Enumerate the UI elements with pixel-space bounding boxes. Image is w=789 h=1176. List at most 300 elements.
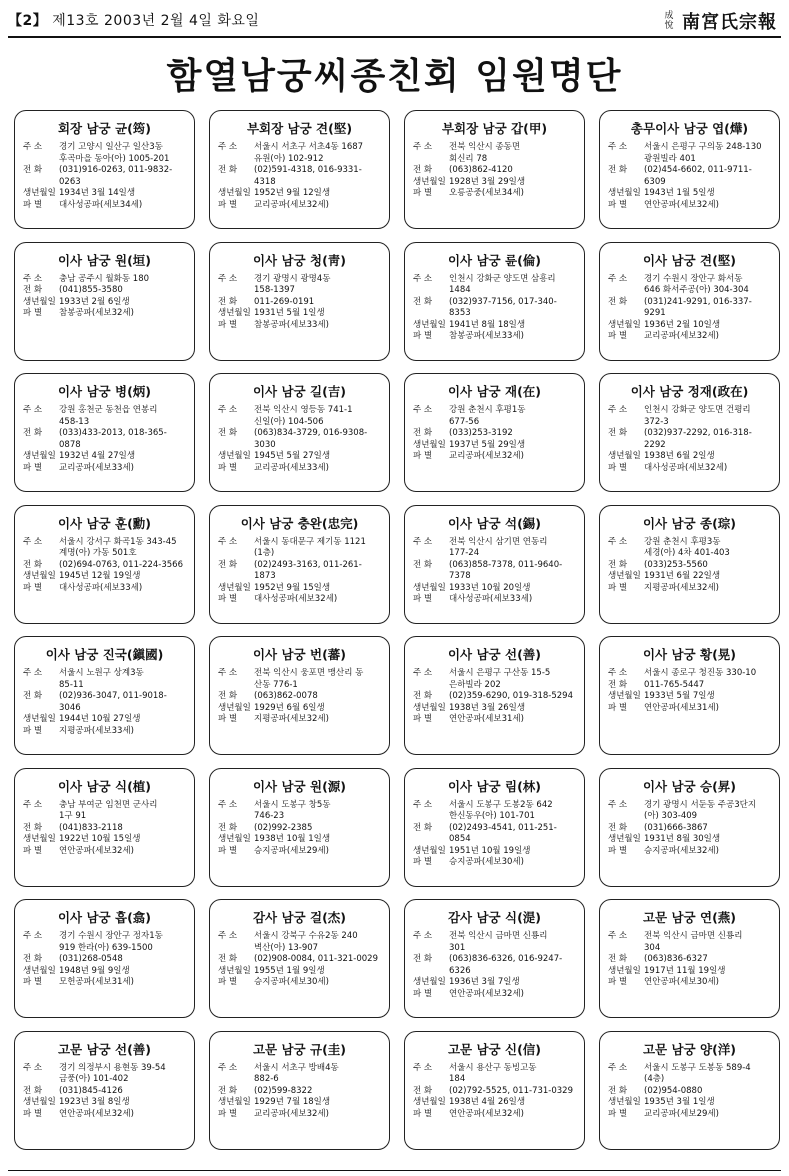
member-title: 이사 남궁 승(昇) <box>642 778 736 794</box>
member-addr: 서울시 서초구 방배4동 882-6 <box>254 1062 339 1084</box>
field-label: 생년월일 <box>23 188 56 198</box>
member-addr: 서울시 도봉구 도봉2동 642 한신동우(아) 101-701 <box>449 799 553 821</box>
member-branch: 오릉공중(세보34세) <box>449 188 524 198</box>
member-title: 이사 남궁 재(在) <box>447 384 541 399</box>
member-branch-row <box>608 1109 771 1121</box>
member-branch-row <box>23 583 186 595</box>
member-card <box>14 636 195 755</box>
member-addr: 전북 익산시 영등동 741-1 신일(아) 104-506 <box>254 405 353 427</box>
member-addr: 서울시 은평구 구의동 248-130 광원빌라 401 <box>644 142 762 164</box>
field-label: 전 화 <box>608 679 628 690</box>
field-label: 전 화 <box>218 296 238 307</box>
member-title: 이사 남궁 원(源) <box>252 778 346 794</box>
field-label: 전 화 <box>218 1085 238 1096</box>
member-addr-row <box>413 800 576 823</box>
member-title: 총무이사 남궁 엽(燁) <box>630 121 749 136</box>
member-birth: 1951년 10월 19일생 <box>449 845 531 856</box>
member-phone-row <box>218 1086 381 1098</box>
member-title: 감사 남궁 걸(杰) <box>252 910 346 925</box>
member-addr-row <box>218 931 381 954</box>
member-birth: 1955년 1월 9일생 <box>254 965 325 976</box>
member-card <box>599 110 780 229</box>
member-addr: 경기 수원시 장안구 화서동 646 화서주공(아) 304-304 <box>644 273 749 295</box>
field-label: 주 소 <box>23 931 43 941</box>
field-label: 전 화 <box>413 559 433 570</box>
member-addr: 서울시 은평구 구산동 15-5 은하빌라 202 <box>449 668 551 690</box>
field-label: 전 화 <box>413 822 433 833</box>
member-title: 고문 남궁 양(洋) <box>642 1041 736 1057</box>
field-label: 생년월일 <box>608 1097 641 1107</box>
field-label: 생년월일 <box>413 845 446 856</box>
member-branch: 교리공파(세보32세) <box>254 1108 329 1119</box>
member-branch-row <box>23 726 186 738</box>
field-label: 생년월일 <box>218 834 251 844</box>
field-label: 파 별 <box>413 451 433 461</box>
masthead <box>662 8 777 34</box>
field-label: 주 소 <box>608 142 628 152</box>
field-label: 파 별 <box>218 977 238 987</box>
member-title: 이사 남궁 원(垣) <box>57 252 151 268</box>
field-label: 파 별 <box>413 594 433 604</box>
member-addr: 인천시 강화군 양도면 건평리 372-3 <box>644 405 751 427</box>
member-branch-row <box>608 703 771 715</box>
member-birth: 1917년 11월 19일생 <box>644 965 726 976</box>
field-label: 전 화 <box>608 954 628 964</box>
field-label: 파 별 <box>608 845 628 856</box>
field-label: 주 소 <box>23 273 43 284</box>
field-label: 전 화 <box>413 165 433 175</box>
member-branch: 교리공파(세보32세) <box>254 199 329 210</box>
member-birth: 1931년 8월 30일생 <box>644 834 721 844</box>
member-phone: (031)241-9291, 016-337-9291 <box>644 296 752 318</box>
member-phone-row <box>218 297 381 309</box>
member-addr: 서울시 종로구 청진동 330-10 <box>644 668 757 678</box>
member-card <box>404 110 585 229</box>
member-branch-row <box>218 714 381 726</box>
field-label: 주 소 <box>218 273 238 284</box>
member-title: 고문 남궁 연(燕) <box>642 910 736 925</box>
member-addr: 경기 고양시 일산구 일산3동 후곡마을 동아(아) 1005-201 <box>59 142 170 164</box>
member-birth-row <box>413 1097 576 1109</box>
member-phone: (02)591-4318, 016-9331-4318 <box>254 165 362 187</box>
field-label: 전 화 <box>413 296 433 307</box>
field-label: 파 별 <box>413 714 433 724</box>
member-birth-row <box>218 308 381 320</box>
member-phone-row <box>413 954 576 977</box>
member-birth-row <box>23 966 186 978</box>
field-label: 파 별 <box>413 331 433 341</box>
field-label: 주 소 <box>608 931 628 941</box>
member-birth: 1952년 9월 15일생 <box>254 582 331 593</box>
member-phone-row <box>23 823 186 835</box>
field-label: 전 화 <box>218 428 238 438</box>
member-phone-row <box>608 954 771 966</box>
member-branch: 교리공파(세보32세) <box>644 331 719 341</box>
field-label: 생년월일 <box>218 308 251 318</box>
field-label: 전 화 <box>608 822 628 833</box>
field-label: 전 화 <box>608 165 628 175</box>
member-addr-row <box>218 274 381 297</box>
field-label: 주 소 <box>23 536 43 547</box>
member-card <box>599 505 780 624</box>
member-birth: 1938년 10월 1일생 <box>254 834 331 844</box>
member-card <box>14 1031 195 1150</box>
member-phone: (02)936-3047, 011-9018-3046 <box>59 691 167 713</box>
field-label: 파 별 <box>608 331 628 341</box>
field-label: 파 별 <box>608 977 628 987</box>
field-label: 파 별 <box>23 725 43 736</box>
member-branch-row <box>608 977 771 989</box>
member-addr: 충남 부여군 임천면 군사리 1구 91 <box>59 799 158 821</box>
member-birth: 1935년 3월 1일생 <box>644 1097 715 1107</box>
member-branch-row <box>218 320 381 332</box>
member-birth-row <box>218 966 381 978</box>
member-card <box>209 1031 390 1150</box>
field-label: 생년월일 <box>608 451 641 461</box>
member-card <box>209 505 390 624</box>
member-addr: 서울시 서초구 서초4동 1687 유원(아) 102-912 <box>254 142 364 164</box>
member-phone-row <box>218 823 381 835</box>
member-phone: (02)599-8322 <box>254 1085 313 1096</box>
member-birth-row <box>23 714 186 726</box>
member-birth: 1941년 8월 18일생 <box>449 319 526 330</box>
member-phone-row <box>413 165 576 177</box>
member-addr: 서울시 노원구 상계3동 85-11 <box>59 668 144 690</box>
field-label: 전 화 <box>608 1085 628 1096</box>
member-branch: 대사성공파(세보33세) <box>59 582 143 593</box>
member-phone-row <box>413 691 576 703</box>
member-addr-row <box>23 931 186 954</box>
member-phone-row <box>413 823 576 846</box>
member-branch-row <box>218 846 381 858</box>
field-label: 파 별 <box>218 714 238 724</box>
member-title: 이사 남궁 견(堅) <box>642 252 736 268</box>
field-label: 주 소 <box>413 273 433 284</box>
field-label: 파 별 <box>218 199 238 210</box>
member-branch: 연안공파(세보32세) <box>59 845 134 856</box>
field-label: 주 소 <box>413 142 433 152</box>
member-phone-row <box>23 560 186 572</box>
member-phone-row <box>608 680 771 692</box>
member-phone: (033)253-3192 <box>449 428 513 438</box>
member-card <box>404 899 585 1018</box>
member-birth-row <box>608 188 771 200</box>
member-addr-row <box>218 668 381 691</box>
field-label: 생년월일 <box>23 834 56 844</box>
member-addr: 서울시 동대문구 제기동 1121 (1층) <box>254 536 366 558</box>
member-card <box>599 768 780 887</box>
field-label: 파 별 <box>23 845 43 856</box>
member-addr-row <box>608 537 771 560</box>
member-branch: 참봉공파(세보33세) <box>449 331 524 341</box>
member-addr-row <box>608 142 771 165</box>
member-phone: (041)833-2118 <box>59 822 123 833</box>
field-label: 주 소 <box>23 142 43 152</box>
field-label: 전 화 <box>23 822 43 833</box>
member-branch-row <box>413 331 576 343</box>
field-label: 생년월일 <box>413 1097 446 1107</box>
member-title: 이사 남궁 길(吉) <box>252 384 346 399</box>
member-birth-row <box>23 834 186 846</box>
member-birth-row <box>218 583 381 595</box>
member-phone: (033)253-5560 <box>644 559 708 570</box>
member-birth: 1938년 6월 2일생 <box>644 451 715 461</box>
field-label: 전 화 <box>23 691 43 701</box>
field-label: 파 별 <box>608 199 628 210</box>
member-branch-row <box>413 594 576 606</box>
member-branch: 대사성공파(세보32세) <box>644 462 728 473</box>
member-phone: (063)858-7378, 011-9640-7378 <box>449 559 563 581</box>
field-label: 주 소 <box>413 405 433 415</box>
member-phone-row <box>608 1086 771 1098</box>
issue-info <box>8 10 259 30</box>
member-addr-row <box>413 274 576 297</box>
member-title: 이사 남궁 진국(鎭國) <box>45 647 164 662</box>
member-phone: (063)862-0078 <box>254 691 318 701</box>
member-addr-row <box>413 668 576 691</box>
member-addr: 경기 광명시 광명4동 158-1397 <box>254 273 331 295</box>
member-addr-row <box>608 800 771 823</box>
member-addr: 강원 춘천시 후평3동 세경(아) 4차 401-403 <box>644 536 730 558</box>
member-birth: 1931년 6월 22일생 <box>644 571 721 581</box>
member-branch-row <box>608 200 771 212</box>
member-phone-row <box>218 560 381 583</box>
member-addr-row <box>413 405 576 428</box>
member-birth: 1952년 9월 12일생 <box>254 188 331 198</box>
member-branch-row <box>218 594 381 606</box>
member-card <box>209 636 390 755</box>
member-branch: 연안공파(세보32세) <box>449 988 524 999</box>
member-addr-row <box>608 1063 771 1086</box>
member-card <box>209 768 390 887</box>
field-label: 생년월일 <box>608 691 641 701</box>
field-label: 주 소 <box>23 1062 43 1073</box>
field-label: 생년월일 <box>413 977 446 987</box>
member-birth: 1931년 5월 1일생 <box>254 308 325 318</box>
field-label: 전 화 <box>23 954 43 964</box>
field-label: 전 화 <box>218 691 238 701</box>
member-phone: (063)836-6327 <box>644 954 708 964</box>
member-phone-row <box>23 1086 186 1098</box>
member-phone: (02)454-6602, 011-9711-6309 <box>644 165 752 187</box>
field-label: 전 화 <box>608 559 628 570</box>
member-title: 이사 남궁 청(靑) <box>252 252 346 268</box>
member-birth-row <box>218 703 381 715</box>
member-addr: 전북 익산시 삼기면 연동리 177-24 <box>449 536 548 558</box>
member-phone: (02)2493-4541, 011-251-0854 <box>449 822 557 844</box>
member-title: 이사 남궁 림(林) <box>447 778 541 794</box>
member-branch-row <box>608 331 771 343</box>
member-birth: 1937년 5월 29일생 <box>449 439 526 450</box>
member-branch-row <box>413 451 576 463</box>
member-phone-row <box>413 297 576 320</box>
field-label: 생년월일 <box>218 188 251 198</box>
field-label: 생년월일 <box>413 582 446 593</box>
member-addr-row <box>23 668 186 691</box>
member-addr: 서울시 강북구 수유2동 240 벽산(아) 13-907 <box>254 931 358 953</box>
member-phone-row <box>23 691 186 714</box>
member-branch-row <box>218 977 381 989</box>
member-branch-row <box>413 188 576 200</box>
field-label: 파 별 <box>608 702 628 713</box>
member-birth: 1922년 10월 15일생 <box>59 834 141 844</box>
member-addr-row <box>23 142 186 165</box>
field-label: 생년월일 <box>413 702 446 713</box>
member-phone-row <box>413 560 576 583</box>
member-card <box>404 373 585 492</box>
member-addr-row <box>413 1063 576 1086</box>
field-label: 생년월일 <box>608 834 641 844</box>
field-label: 주 소 <box>218 799 238 810</box>
member-phone-row <box>608 165 771 188</box>
member-addr-row <box>23 274 186 286</box>
member-phone: (031)845-4126 <box>59 1085 123 1096</box>
member-title: 이사 남궁 황(晃) <box>642 647 736 662</box>
field-label: 주 소 <box>218 142 238 152</box>
member-addr: 충남 공주시 월화동 180 <box>59 273 150 284</box>
member-addr-row <box>413 142 576 165</box>
member-birth: 1933년 5월 7일생 <box>644 691 715 701</box>
member-branch-row <box>413 857 576 869</box>
member-card <box>209 110 390 229</box>
member-branch-row <box>608 846 771 858</box>
member-card <box>14 899 195 1018</box>
member-addr-row <box>218 142 381 165</box>
field-label: 파 별 <box>23 462 43 473</box>
member-addr: 강원 홍천군 동천읍 연봉리 458-13 <box>59 405 158 427</box>
member-title: 회장 남궁 균(筠) <box>57 121 151 136</box>
field-label: 전 화 <box>413 954 433 964</box>
member-phone: (041)855-3580 <box>59 285 123 295</box>
member-addr: 전북 익산시 금마면 신룡리 301 <box>449 931 548 953</box>
member-branch: 지평공파(세보33세) <box>59 725 134 736</box>
member-branch: 모헌공파(세보31세) <box>59 977 134 987</box>
field-label: 파 별 <box>23 582 43 593</box>
field-label: 주 소 <box>413 799 433 810</box>
member-branch-row <box>23 308 186 320</box>
field-label: 전 화 <box>23 428 43 438</box>
member-phone: (033)433-2013, 018-365-0878 <box>59 428 167 450</box>
member-phone-row <box>608 560 771 572</box>
member-addr-row <box>23 800 186 823</box>
member-phone: (063)834-3729, 016-9308-3030 <box>254 428 368 450</box>
member-branch: 연안공파(세보30세) <box>644 977 719 987</box>
member-addr: 서울시 강서구 화곡1동 343-45 계명(아) 가동 501호 <box>59 536 177 558</box>
member-phone: (032)937-2292, 016-318-2292 <box>644 428 752 450</box>
member-addr-row <box>218 405 381 428</box>
paper-name: 南宮氏宗報 <box>682 12 777 33</box>
member-addr: 경기 의정부시 용현동 39-54 금풍(아) 101-402 <box>59 1062 166 1084</box>
member-birth-row <box>608 571 771 583</box>
member-title: 고문 남궁 선(善) <box>57 1041 151 1057</box>
field-label: 생년월일 <box>23 571 56 581</box>
field-label: 파 별 <box>413 988 433 999</box>
member-branch-row <box>413 1109 576 1121</box>
member-birth: 1948년 9월 9일생 <box>59 965 130 976</box>
member-phone-row <box>23 285 186 297</box>
member-addr: 서울시 용산구 동빙고동 184 <box>449 1062 537 1084</box>
member-addr: 전북 익산시 금마면 신룡리 304 <box>644 931 743 953</box>
field-label: 주 소 <box>23 668 43 678</box>
member-phone: (031)916-0263, 011-9832-0263 <box>59 165 173 187</box>
member-birth: 1932년 4월 27일생 <box>59 451 136 461</box>
member-card <box>14 505 195 624</box>
member-card <box>14 768 195 887</box>
member-birth: 1933년 2월 6일생 <box>59 296 130 307</box>
field-label: 전 화 <box>413 691 433 701</box>
issue-line: 제13호 2003년 2월 4일 화요일 <box>52 13 260 29</box>
member-branch: 지평공파(세보32세) <box>644 582 719 593</box>
member-phone-row <box>608 823 771 835</box>
member-branch-row <box>23 977 186 989</box>
field-label: 생년월일 <box>23 965 56 976</box>
field-label: 주 소 <box>413 931 433 941</box>
member-phone: 011-269-0191 <box>254 296 315 307</box>
field-label: 주 소 <box>413 536 433 547</box>
page-title: 함열남궁씨종친회 임원명단 <box>166 56 623 97</box>
field-label: 전 화 <box>218 165 238 175</box>
member-phone-row <box>218 691 381 703</box>
member-title: 이사 남궁 충완(忠完) <box>240 515 359 531</box>
member-addr: 경기 수원시 장안구 정자1동 919 한라(아) 639-1500 <box>59 931 163 953</box>
field-label: 생년월일 <box>218 965 251 976</box>
member-birth-row <box>413 320 576 332</box>
member-card <box>404 768 585 887</box>
field-label: 생년월일 <box>218 1097 251 1107</box>
field-label: 전 화 <box>608 296 628 307</box>
field-label: 생년월일 <box>218 451 251 461</box>
member-card <box>404 1031 585 1150</box>
member-addr-row <box>23 405 186 428</box>
member-birth-row <box>218 834 381 846</box>
member-birth-row <box>608 1097 771 1109</box>
member-addr: 경기 광명시 서둔동 주공3단지 (아) 303-409 <box>644 799 757 821</box>
member-title: 이사 남궁 훈(勳) <box>57 515 151 531</box>
field-label: 생년월일 <box>413 439 446 450</box>
member-birth-row <box>218 451 381 463</box>
member-branch: 교리공파(세보29세) <box>644 1108 719 1119</box>
newspaper-header <box>8 6 781 38</box>
member-branch: 연안공파(세보32세) <box>644 199 719 210</box>
member-title: 이사 남궁 번(蕃) <box>252 647 346 662</box>
member-phone: (063)836-6326, 016-9247-6326 <box>449 954 563 976</box>
member-addr-row <box>23 1063 186 1086</box>
field-label: 생년월일 <box>23 451 56 461</box>
field-label: 생년월일 <box>218 582 251 593</box>
member-birth-row <box>23 188 186 200</box>
member-branch: 승지공파(세보30세) <box>449 857 524 867</box>
member-birth-row <box>608 691 771 703</box>
field-label: 생년월일 <box>608 571 641 581</box>
member-birth: 1945년 5월 27일생 <box>254 451 331 461</box>
field-label: 파 별 <box>413 188 433 198</box>
field-label: 주 소 <box>218 931 238 941</box>
member-branch: 대사성공파(세보34세) <box>59 199 143 210</box>
member-birth: 1929년 6월 6일생 <box>254 702 325 713</box>
member-branch: 교리공파(세보33세) <box>59 462 134 473</box>
field-label: 파 별 <box>413 857 433 867</box>
member-branch: 승지공파(세보30세) <box>254 977 329 987</box>
member-title: 감사 남궁 식(湜) <box>447 910 541 925</box>
member-addr-row <box>608 931 771 954</box>
member-card <box>14 110 195 229</box>
field-label: 전 화 <box>608 428 628 438</box>
member-branch-row <box>23 463 186 475</box>
member-branch-row <box>23 1109 186 1121</box>
member-birth-row <box>413 583 576 595</box>
page-number: 【2】 <box>8 13 48 29</box>
member-birth: 1923년 3월 8일생 <box>59 1097 130 1107</box>
